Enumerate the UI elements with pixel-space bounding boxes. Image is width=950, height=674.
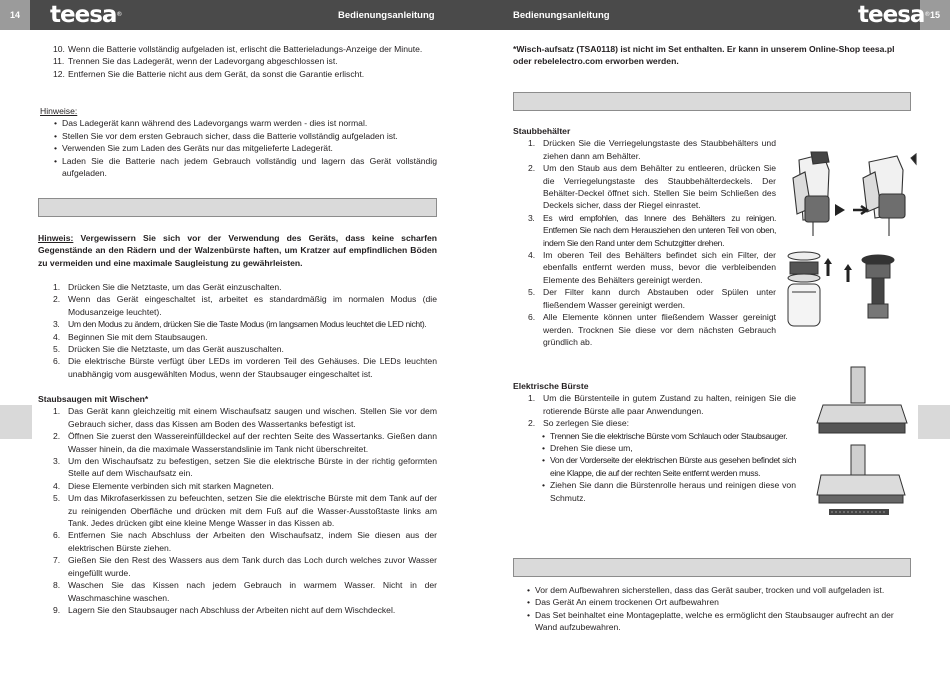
right-header-title: Bedienungsanleitung [513, 10, 610, 21]
charging-step-number: 11. [53, 56, 65, 67]
usage-warning [38, 232, 437, 269]
charging-step-number: 10. [53, 44, 65, 54]
usage-step-number: 5. [53, 344, 61, 355]
mop-step-text: Waschen Sie das Kissen nach jedem Gebrauch in warmem Wasser. Nicht in der Waschmaschine waschen. [68, 580, 437, 603]
left-side-tab [0, 405, 32, 439]
mop-step [53, 604, 437, 616]
usage-step [53, 281, 437, 293]
container-step-number: 2. [528, 163, 536, 174]
mop-step-number: 6. [53, 530, 61, 541]
container-release-illustration [783, 148, 918, 238]
mop-step-text: Entfernen Sie nach Abschluss der Arbeiten den Wischaufsatz, indem Sie diesen aus der elektrischen Bürste ziehen. [68, 530, 437, 553]
note-item: • Das Ladegerät kann während des Ladevorgangs warm werden - dies ist normal. [54, 117, 437, 129]
brush-step-number: 1. [528, 393, 536, 404]
brush-step [528, 392, 796, 417]
mop-step-number: 1. [53, 406, 61, 417]
mop-step [53, 579, 437, 604]
section-bar-storage [513, 558, 911, 577]
mop-step [53, 492, 437, 529]
mop-step-number: 2. [53, 431, 61, 442]
note-item: • Laden Sie die Batterie nach jedem Gebrauch vollständig und lagern das Gerät vollständig aufgeladen. [54, 155, 437, 180]
mop-step-number: 4. [53, 480, 61, 491]
brush-substep: • Drehen Sie diese um, [542, 442, 796, 454]
mop-step-text: Das Gerät kann gleichzeitig mit einem Wischaufsatz saugen und wischen. Stellen Sie vor dem Gebrauch sicher, dass das Kissen am Boden des Wassertanks befestigt ist. [68, 406, 437, 429]
usage-step [53, 355, 437, 380]
section-bar-usage [38, 198, 437, 217]
mop-title: Staubsaugen mit Wischen* [38, 394, 149, 404]
usage-step-text: Drücken Sie die Netztaste, um das Gerät auszuschalten. [68, 344, 284, 355]
storage-item: • Das Set beinhaltet eine Montageplatte, welche es ermöglicht den Staubsauger aufrecht an der Wand aufzubewahren. [527, 609, 912, 634]
filter-removal-illustration [784, 248, 914, 330]
brush-substep: • Trennen Sie die elektrische Bürste vom Schlauch oder Staubsauger. [542, 430, 796, 442]
usage-step-number: 4. [53, 331, 61, 342]
notes-block [38, 105, 437, 179]
mop-step [53, 430, 437, 455]
mop-step-text: Um das Mikrofaserkissen zu befeuchten, setzen Sie die elektrische Bürste mit dem Tank auf der zu reinigenden Oberfläche und drücken mit dem Fuß auf die Wasser-Ausstoßtaste links am Tank. Jedes drücken gibt eine kleine Menge Wasser in das Kissen ab. [68, 493, 437, 529]
mop-step-text: Gießen Sie den Rest des Wassers aus dem Tank durch das Loch durch welches zuvor Wasser eingefüllt wurde. [68, 555, 437, 578]
section-bar-cleaning [513, 92, 911, 111]
usage-step [53, 318, 437, 330]
notes-title: Hinweise: [40, 106, 78, 116]
brush-step [528, 417, 796, 429]
container-step [528, 249, 776, 286]
usage-step-number: 3. [53, 319, 60, 330]
container-step-number: 1. [528, 138, 536, 149]
usage-warning-text: Vergewissern Sie sich vor der Verwendung des Geräts, dass keine scharfen Gegenstände an den Rädern und der Walzenbürste haften, um Kratzer auf empfindlichen Böden zu vermeiden und eine maximale Saugleistung zu gewährleisten. [38, 233, 437, 268]
usage-step-number: 6. [53, 356, 61, 367]
container-step-text: Alle Elemente können unter fließendem Wasser gereinigt werden. Trocknen Sie diese vor dem nächsten Gebrauch gründlich ab. [543, 312, 776, 347]
left-header-title: Bedienungsanleitung [338, 10, 435, 21]
usage-step [53, 343, 437, 355]
container-section [513, 125, 776, 348]
container-step [528, 212, 776, 249]
brush-substep: • Von der Vorderseite der elektrischen Bürste aus gesehen befindet sich eine Klappe, die auf der rechten Seite entfernt werden muss. [542, 454, 796, 479]
charging-step-number: 12. [53, 68, 65, 79]
container-step-number: 4. [528, 250, 536, 261]
usage-step-text: Drücken Sie die Netztaste, um das Gerät einzuschalten. [68, 282, 282, 292]
brush-title: Elektrische Bürste [513, 381, 589, 391]
usage-step-text: Um den Modus zu ändern, drücken Sie die Taste Modus (im langsamen Modus leuchtet die LED nicht). [68, 319, 427, 330]
mop-step-text: Diese Elemente verbinden sich mit starken Magneten. [68, 480, 274, 491]
mop-step [53, 405, 437, 430]
brush-substep: • Ziehen Sie dann die Bürstenrolle heraus und reinigen diese von Schmutz. [542, 479, 796, 504]
charging-step-text: Entfernen Sie die Batterie nicht aus dem Gerät, da sonst die Garantie erlischt. [68, 68, 365, 79]
usage-steps [53, 281, 437, 380]
brush-step-text: So zerlegen Sie diese: [543, 418, 629, 429]
storage-section [527, 584, 912, 634]
container-title: Staubbehälter [513, 126, 571, 136]
container-step [528, 162, 776, 212]
teesa-logo-left: teesa® [50, 2, 123, 28]
brush-head-illustration [813, 365, 913, 520]
mop-step [53, 529, 437, 554]
usage-step-number: 1. [53, 282, 61, 292]
mop-step-text: Lagern Sie den Staubsauger nach Abschluss der Arbeiten nicht auf dem Wischdeckel. [68, 604, 396, 615]
container-step-number: 6. [528, 312, 536, 323]
container-step-text: Im oberen Teil des Behälters befindet sich ein Filter, der ebenfalls entfernt werden muss, bevor die verbleibenden Elemente des Behälters gereinigt werden. [543, 250, 776, 285]
container-step-text: Es wird empfohlen, das Innere des Behälters zu reinigen. Entfernen Sie nach dem Herausziehen den unteren Teil von oben, indem Sie den Rand unter dem Schutzgitter drehen. [543, 212, 776, 248]
usage-warning-label: Hinweis: [38, 233, 74, 243]
brush-step-text: Um die Bürstenteile in gutem Zustand zu halten, reinigen Sie die rotierende Bürste alle paar Anwendungen. [543, 393, 796, 416]
container-step-text: Der Filter kann durch Abstauben oder Spülen unter fließendem Wasser gereinigt werden. [543, 287, 776, 310]
charging-step-text: Wenn die Batterie vollständig aufgeladen ist, erlischt die Batterieladungs-Anzeige der Minute. [68, 44, 423, 54]
container-step-number: 5. [528, 287, 536, 298]
container-step-text: Um den Staub aus dem Behälter zu entleeren, drücken Sie die Verriegelungstaste des Staubbehälterdeckels. Der Behälter-Deckel öffnet sich. Stellen Sie beim Schließen des Deckels sicher, dass der Riegel einrastet. [543, 163, 776, 211]
usage-step-text: Wenn das Gerät eingeschaltet ist, arbeitet es standardmäßig im normalen Modus (die Modusanzeige leuchtet). [68, 294, 437, 317]
charging-step [53, 68, 437, 80]
usage-step-number: 2. [53, 294, 61, 305]
storage-item: • Vor dem Aufbewahren sicherstellen, dass das Gerät sauber, trocken und voll aufgeladen ist. [527, 584, 912, 596]
charging-step [53, 55, 437, 67]
charging-step-text: Trennen Sie das Ladegerät, wenn der Ladevorgang abgeschlossen ist. [68, 56, 338, 67]
mop-step-number: 7. [53, 555, 61, 566]
note-item: • Verwenden Sie zum Laden des Geräts nur das mitgelieferte Ladegerät. [54, 142, 437, 154]
usage-step-text: Beginnen Sie mit dem Staubsaugen. [68, 331, 208, 342]
note-item: • Stellen Sie vor dem ersten Gebrauch sicher, dass die Batterie vollständig aufgeladen ist. [54, 130, 437, 142]
mop-step-number: 3. [53, 456, 61, 467]
usage-step [53, 331, 437, 343]
usage-step-text: Die elektrische Bürste verfügt über LEDs im vorderen Teil des Gehäuses. Die LEDs leuchten unabhängig vom ausgewählten Modus, wenn der Staubsauger eingeschaltet ist. [68, 356, 437, 379]
container-step-text: Drücken Sie die Verriegelungstaste des Staubbehälters und ziehen dann am Behälter. [543, 138, 776, 161]
mop-step-text: Öffnen Sie zuerst den Wassereinfülldeckel auf der rechten Seite des Wassertanks. Gießen dann Wasser hinein, da die maximale Wasserstandslinie im Tank nicht überschreitet. [68, 431, 437, 454]
mop-note: *Wisch-aufsatz (TSA0118) ist nicht im Set enthalten. Er kann in unserem Online-Shop teesa.pl oder rebelelectro.com erworben werden. [513, 44, 895, 67]
left-page-number: 14 [0, 0, 30, 30]
charging-step [53, 43, 437, 55]
mop-step [53, 480, 437, 492]
charging-steps [53, 43, 437, 80]
mop-section [38, 393, 437, 616]
usage-step [53, 293, 437, 318]
mop-step-number: 8. [53, 580, 61, 591]
right-page-number: 15 [920, 0, 950, 30]
right-side-tab [918, 405, 950, 439]
mop-step-text: Um den Wischaufsatz zu befestigen, setzen Sie die elektrische Bürste in der richtig geformten Stelle auf dem Wischaufsatz ein. [68, 456, 437, 479]
mop-step-number: 5. [53, 493, 61, 504]
brush-step-number: 2. [528, 418, 536, 429]
container-step [528, 137, 776, 162]
brush-section [513, 380, 796, 504]
storage-item: • Das Gerät An einem trockenen Ort aufbewahren [527, 596, 912, 608]
teesa-logo-right: teesa® [858, 2, 931, 28]
container-step [528, 311, 776, 348]
container-step-number: 3. [528, 212, 535, 223]
header-bar [0, 0, 950, 30]
mop-step [53, 554, 437, 579]
container-step [528, 286, 776, 311]
mop-step-number: 9. [53, 604, 61, 615]
mop-step [53, 455, 437, 480]
